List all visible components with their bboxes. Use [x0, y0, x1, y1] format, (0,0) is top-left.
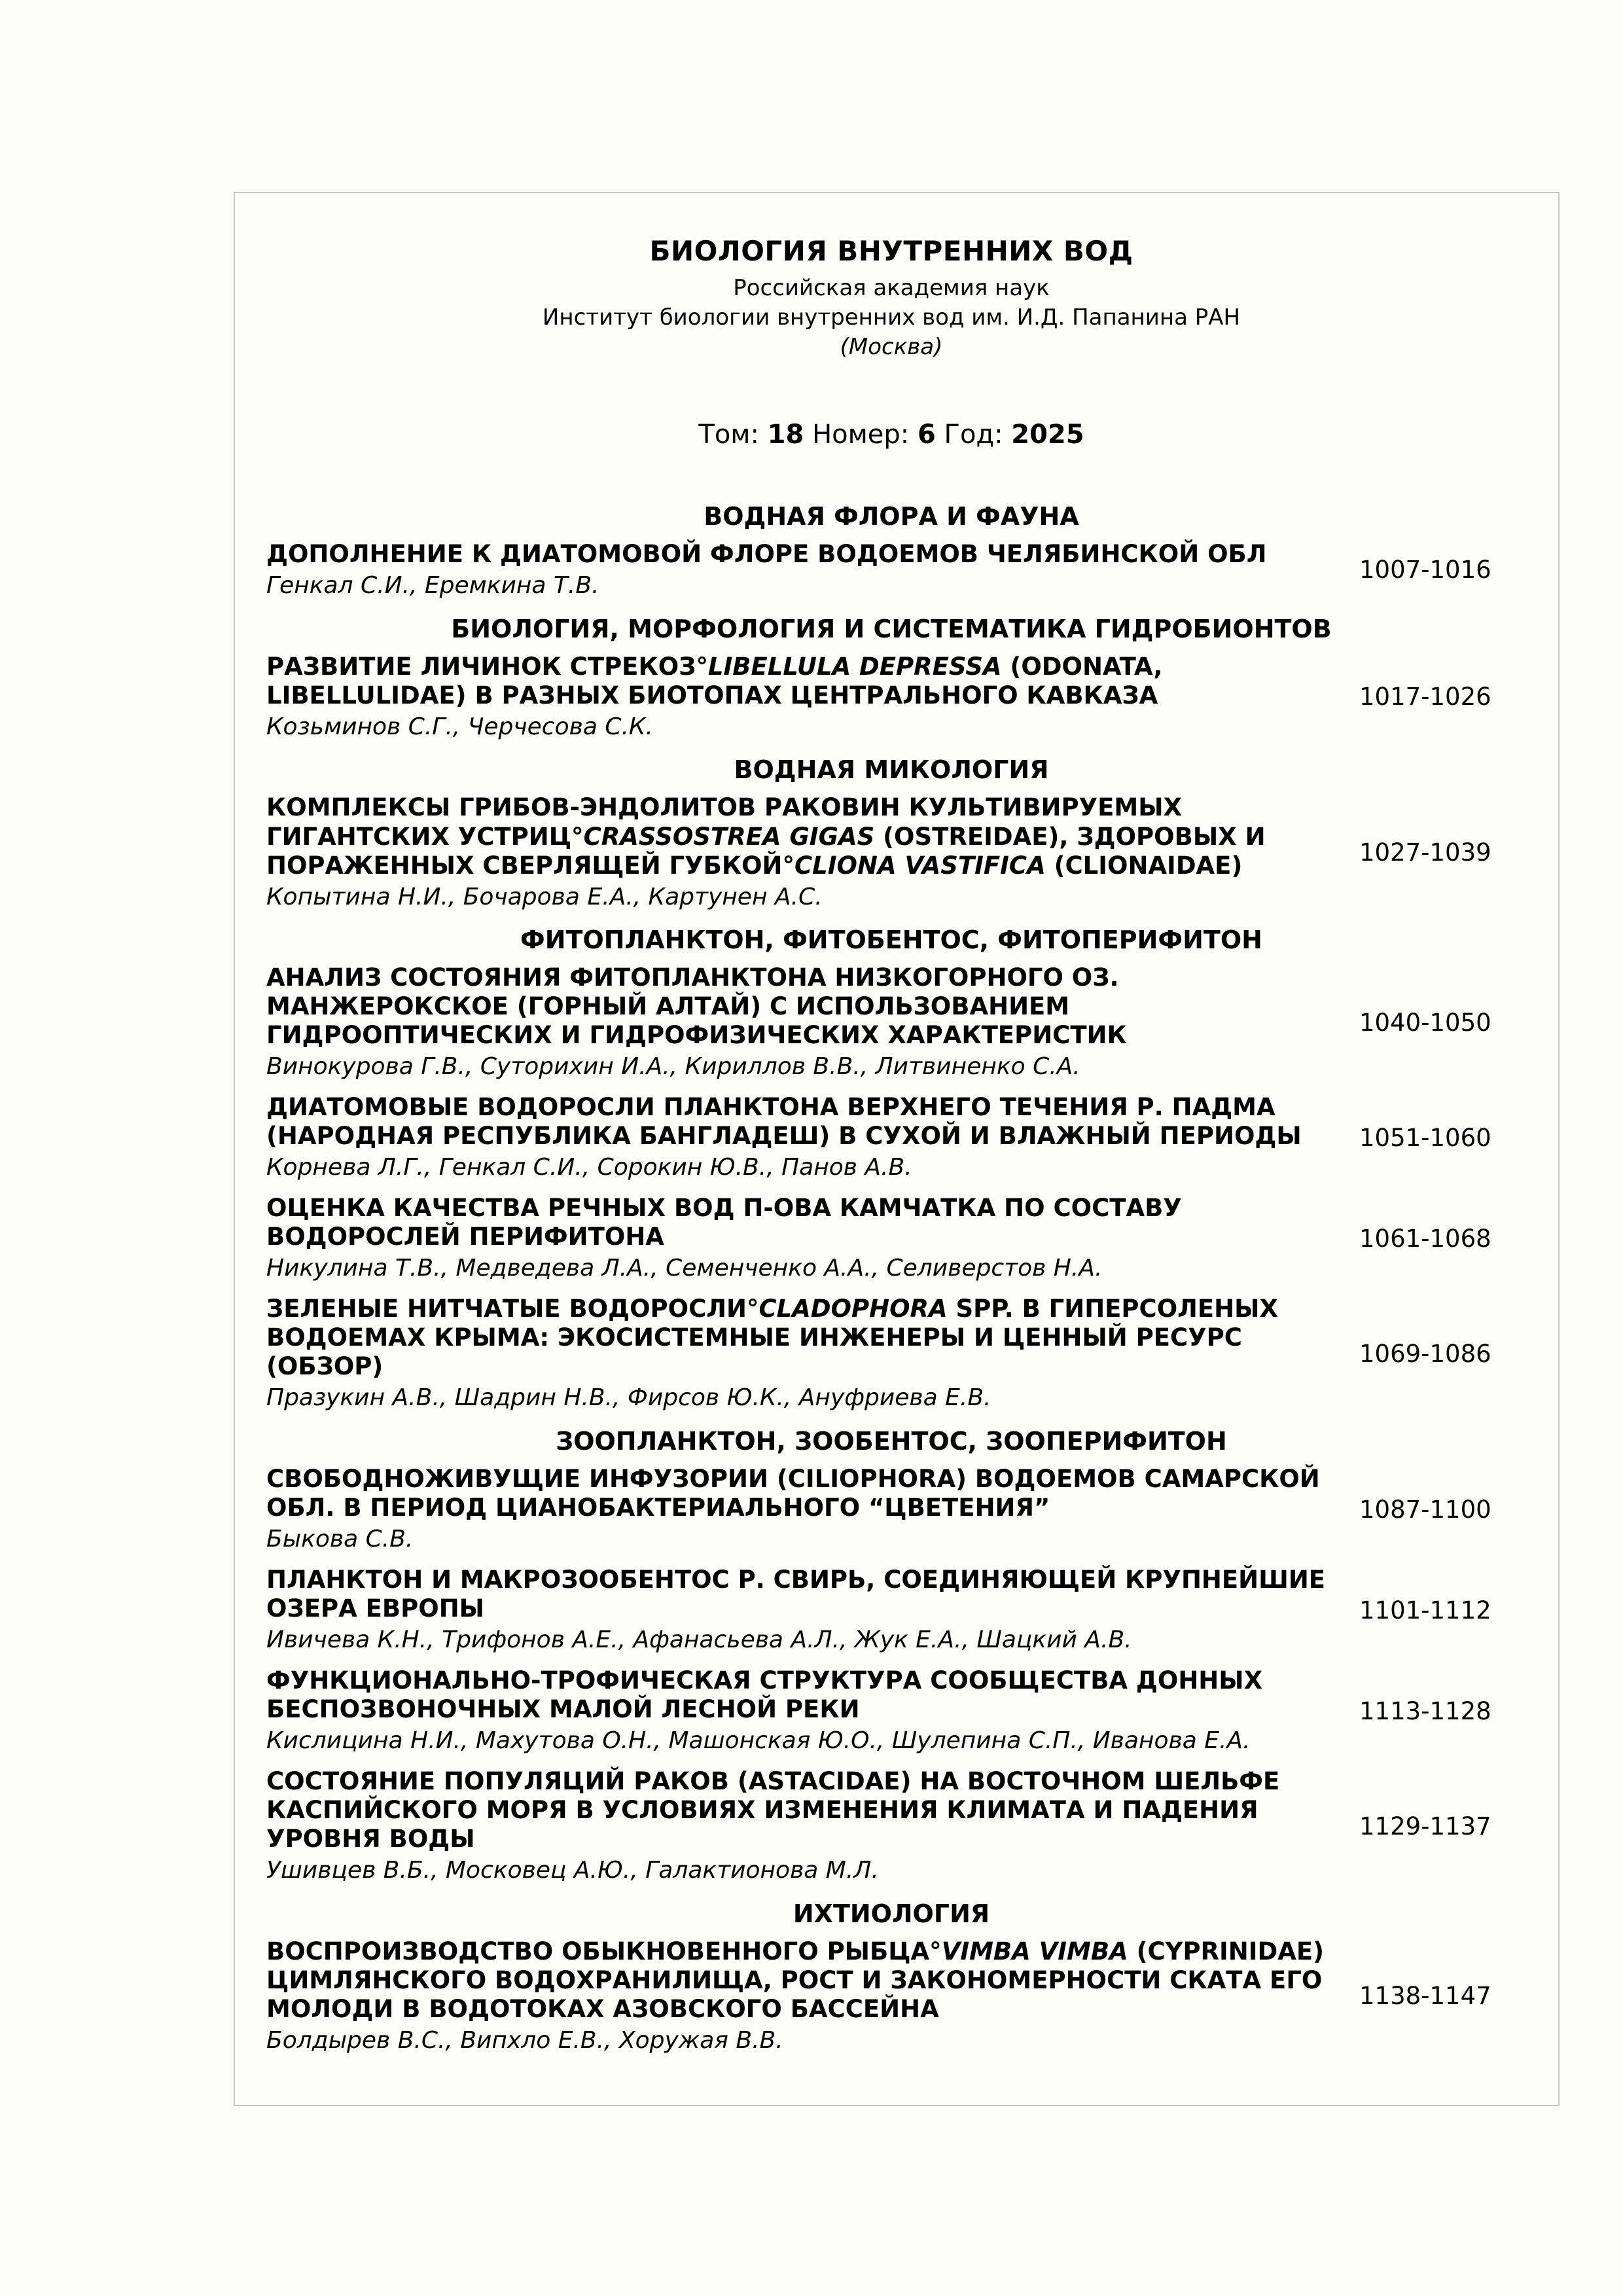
article-title	[266, 1566, 1327, 1623]
article-title	[266, 1194, 1327, 1251]
article-entry	[266, 1666, 1516, 1755]
article-main	[266, 793, 1359, 911]
title-text: ВОСПРОИЗВОДСТВО ОБЫКНОВЕННОГО РЫБЦА°	[266, 1937, 942, 1965]
article-pages: 1113-1128	[1359, 1696, 1491, 1725]
article-pages: 1027-1039	[1359, 838, 1491, 867]
article-main	[266, 1295, 1359, 1412]
section-heading: ВОДНАЯ МИКОЛОГИЯ	[734, 755, 1049, 785]
title-text: КОМПЛЕКСЫ ГРИБОВ-ЭНДОЛИТОВ РАКОВИН КУЛЬТИВИРУЕМЫХ ГИГАНТСКИХ УСТРИЦ°	[266, 793, 1183, 851]
article-main	[266, 1666, 1359, 1755]
article-pages: 1069-1086	[1359, 1339, 1491, 1368]
article-entry	[266, 1767, 1516, 1885]
title-text: АНАЛИЗ СОСТОЯНИЯ ФИТОПЛАНКТОНА НИЗКОГОРНОГО ОЗ. МАНЖЕРОКСКОЕ (ГОРНЫЙ АЛТАЙ) С ИСПОЛЬЗОВАНИЕМ ГИДРООПТИЧЕСКИХ И ГИДРОФИЗИЧЕСКИХ ХАРАКТЕРИСТИК	[266, 963, 1127, 1050]
species-name: CLIONA VASTIFICA	[794, 851, 1046, 880]
journal-title: БИОЛОГИЯ ВНУТРЕННИХ ВОД	[649, 235, 1133, 267]
article-entry	[266, 653, 1516, 742]
academy-name: Российская академия наук	[733, 275, 1050, 301]
article-title	[266, 540, 1327, 569]
year-value: 2025	[1011, 419, 1084, 450]
journal-city: (Москва)	[840, 333, 943, 360]
article-pages: 1129-1137	[1359, 1812, 1491, 1840]
article-main	[266, 1767, 1359, 1885]
species-name: VIMBA VIMBA	[941, 1937, 1128, 1965]
article-entry	[266, 1937, 1516, 2055]
article-authors: Празукин А.В., Шадрин Н.В., Фирсов Ю.К., Ануфриева Е.В.	[266, 1384, 991, 1412]
title-text: (CYPRINIDAE) ЦИМЛЯНСКОГО ВОДОХРАНИЛИЩА, РОСТ И ЗАКОНОМЕРНОСТИ СКАТА ЕГО МОЛОДИ В ВОДОТОКАХ АЗОВСКОГО БАССЕЙНА	[266, 1937, 1325, 2024]
article-title	[266, 1937, 1327, 2024]
article-pages: 1040-1050	[1359, 1008, 1491, 1037]
section-heading: ФИТОПЛАНКТОН, ФИТОБЕНТОС, ФИТОПЕРИФИТОН	[520, 925, 1262, 955]
title-text: СОСТОЯНИЕ ПОПУЛЯЦИЙ РАКОВ (ASTACIDAE) НА ВОСТОЧНОМ ШЕЛЬФЕ КАСПИЙСКОГО МОРЯ В УСЛОВИЯХ ИЗМЕНЕНИЯ КЛИМАТА И ПАДЕНИЯ УРОВНЯ ВОДЫ	[266, 1767, 1280, 1854]
institute-name: Институт биологии внутренних вод им. И.Д. Папанина РАН	[542, 304, 1241, 331]
article-pages: 1061-1068	[1359, 1224, 1491, 1253]
title-text: (OSTREIDAE), ЗДОРОВЫХ И ПОРАЖЕННЫХ СВЕРЛЯЩЕЙ ГУБКОЙ°	[266, 822, 1266, 880]
title-text: ПЛАНКТОН И МАКРОЗООБЕНТОС Р. СВИРЬ, СОЕДИНЯЮЩЕЙ КРУПНЕЙШИЕ ОЗЕРА ЕВРОПЫ	[266, 1566, 1326, 1623]
title-text: SPP. В ГИПЕРСОЛЕНЫХ ВОДОЕМАХ КРЫМА: ЭКОСИСТЕМНЫЕ ИНЖЕНЕРЫ И ЦЕННЫЙ РЕСУРС (ОБЗОР)	[266, 1295, 1278, 1381]
article-title	[266, 1465, 1327, 1522]
article-entry	[266, 1465, 1516, 1554]
species-name: LIBELLULA DEPRESSA	[707, 652, 1002, 681]
article-authors: Болдырев В.С., Випхло Е.В., Хоружая В.В.	[266, 2027, 783, 2054]
section-heading: БИОЛОГИЯ, МОРФОЛОГИЯ И СИСТЕМАТИКА ГИДРОБИОНТОВ	[451, 614, 1332, 643]
article-title	[266, 1295, 1327, 1381]
article-entry	[266, 1093, 1516, 1182]
article-pages: 1051-1060	[1359, 1123, 1491, 1152]
article-authors: Козьминов С.Г., Черчесова С.К.	[266, 713, 653, 740]
title-text: (CLIONAIDAE)	[1045, 851, 1243, 880]
article-pages: 1101-1112	[1359, 1596, 1491, 1624]
article-authors: Быкова С.В.	[266, 1526, 414, 1553]
article-pages: 1087-1100	[1359, 1495, 1491, 1524]
article-authors: Корнева Л.Г., Генкал С.И., Сорокин Ю.В., Панов А.В.	[266, 1154, 912, 1181]
issue-info	[266, 420, 1516, 450]
year-label: Год:	[944, 419, 1003, 450]
article-pages: 1138-1147	[1359, 1982, 1491, 2011]
section-heading: ЗООПЛАНКТОН, ЗООБЕНТОС, ЗООПЕРИФИТОН	[556, 1427, 1227, 1456]
article-main	[266, 1566, 1359, 1655]
volume-value: 18	[767, 419, 804, 450]
article-title	[266, 793, 1327, 880]
number-value: 6	[917, 419, 936, 450]
article-authors: Никулина Т.В., Медведева Л.А., Семенченко А.А., Селиверстов Н.А.	[266, 1255, 1103, 1282]
title-text: ЗЕЛЕНЫЕ НИТЧАТЫЕ ВОДОРОСЛИ°	[266, 1295, 759, 1323]
title-text: СВОБОДНОЖИВУЩИЕ ИНФУЗОРИИ (CILIOPHORA) ВОДОЕМОВ САМАРСКОЙ ОБЛ. В ПЕРИОД ЦИАНОБАКТЕРИАЛЬНОГО “ЦВЕТЕНИЯ”	[266, 1465, 1320, 1522]
article-main	[266, 540, 1359, 600]
article-authors: Кислицина Н.И., Махутова О.Н., Машонская Ю.О., Шулепина С.П., Иванова Е.А.	[266, 1727, 1251, 1755]
article-main	[266, 1465, 1359, 1554]
article-title	[266, 1093, 1327, 1151]
number-label: Номер:	[812, 419, 910, 450]
title-text: ДОПОЛНЕНИЕ К ДИАТОМОВОЙ ФЛОРЕ ВОДОЕМОВ ЧЕЛЯБИНСКОЙ ОБЛ	[266, 539, 1267, 568]
article-entry	[266, 1295, 1516, 1412]
article-entry	[266, 793, 1516, 911]
article-entry	[266, 540, 1516, 600]
article-pages: 1007-1016	[1359, 556, 1491, 584]
article-main	[266, 1194, 1359, 1283]
article-title	[266, 963, 1327, 1050]
toc-list	[266, 502, 1516, 2055]
species-name: CLADOPHORA	[758, 1295, 948, 1323]
toc-sheet	[234, 192, 1560, 2106]
title-text: ОЦЕНКА КАЧЕСТВА РЕЧНЫХ ВОД П-ОВА КАМЧАТКА ПО СОСТАВУ ВОДОРОСЛЕЙ ПЕРИФИТОНА	[266, 1194, 1182, 1251]
title-text: ФУНКЦИОНАЛЬНО-ТРОФИЧЕСКАЯ СТРУКТУРА СООБЩЕСТВА ДОННЫХ БЕСПОЗВОНОЧНЫХ МАЛОЙ ЛЕСНОЙ РЕКИ	[266, 1666, 1263, 1724]
article-authors: Винокурова Г.В., Суторихин И.А., Кириллов В.В., Литвиненко С.А.	[266, 1053, 1080, 1081]
article-authors: Генкал С.И., Еремкина Т.В.	[266, 571, 599, 599]
article-entry	[266, 963, 1516, 1081]
article-authors: Ушивцев В.Б., Московец А.Ю., Галактионова М.Л.	[266, 1857, 879, 1884]
article-main	[266, 963, 1359, 1081]
article-main	[266, 653, 1359, 742]
article-pages: 1017-1026	[1359, 683, 1491, 711]
title-text: РАЗВИТИЕ ЛИЧИНОК СТРЕКОЗ°	[266, 652, 708, 681]
section-heading: ВОДНАЯ ФЛОРА И ФАУНА	[704, 501, 1079, 531]
title-text: ДИАТОМОВЫЕ ВОДОРОСЛИ ПЛАНКТОНА ВЕРХНЕГО ТЕЧЕНИЯ Р. ПАДМА (НАРОДНАЯ РЕСПУБЛИКА БАНГЛАДЕШ) В СУХОЙ И ВЛАЖНЫЙ ПЕРИОДЫ	[266, 1093, 1302, 1151]
article-authors: Ивичева К.Н., Трифонов А.Е., Афанасьева А.Л., Жук Е.А., Шацкий А.В.	[266, 1626, 1132, 1654]
article-main	[266, 1937, 1359, 2055]
article-title	[266, 653, 1327, 710]
section-heading: ИХТИОЛОГИЯ	[793, 1899, 990, 1928]
article-title	[266, 1767, 1327, 1854]
article-title	[266, 1666, 1327, 1724]
article-authors: Копытина Н.И., Бочарова Е.А., Картунен А.С.	[266, 883, 823, 910]
article-main	[266, 1093, 1359, 1182]
article-entry	[266, 1194, 1516, 1283]
title-text: (ODONATA, LIBELLULIDAE) В РАЗНЫХ БИОТОПАХ ЦЕНТРАЛЬНОГО КАВКАЗА	[266, 652, 1163, 709]
volume-label: Том:	[698, 419, 759, 450]
article-entry	[266, 1566, 1516, 1655]
journal-header	[266, 235, 1516, 362]
species-name: CRASSOSTREA GIGAS	[583, 822, 875, 851]
